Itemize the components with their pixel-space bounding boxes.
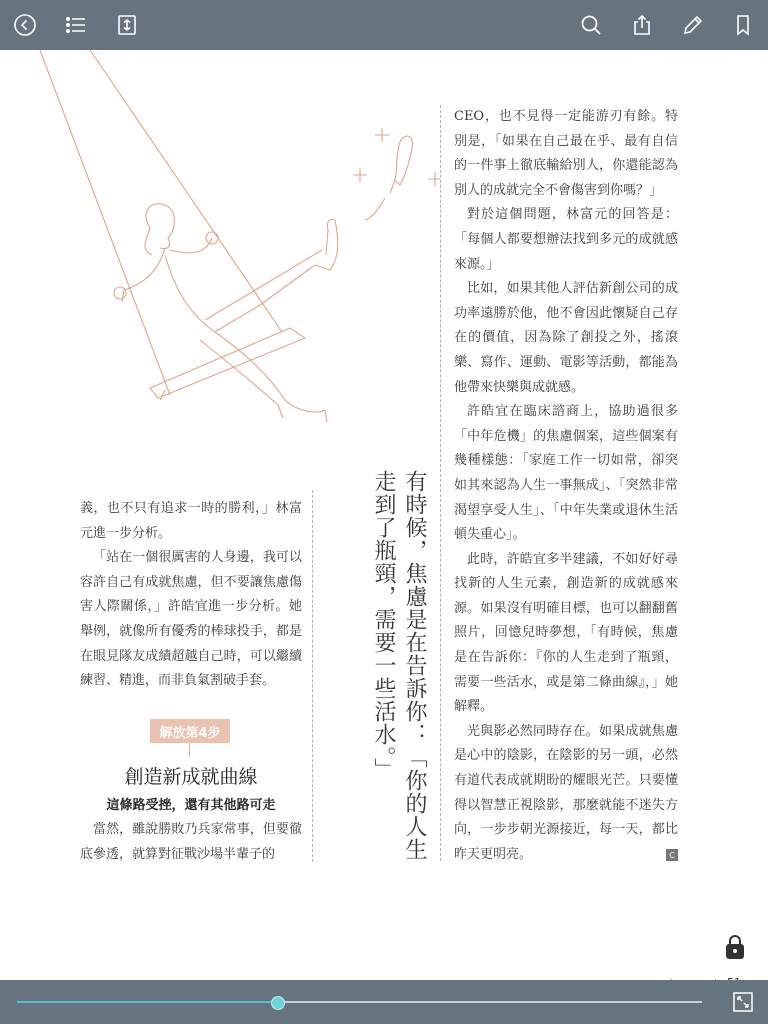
share-icon: [630, 13, 654, 37]
section-text: [80, 818, 302, 867]
lock-icon: [725, 934, 745, 960]
toc-button[interactable]: [61, 10, 91, 40]
bottom-toolbar: [0, 980, 768, 1024]
search-button[interactable]: [576, 10, 606, 40]
paragraph: 比如，如果其他人評估新創公司的成功率遠勝於他，他不會因此懷疑自己存在的價值，因為除了創投之外，搖滾樂、寫作、運動、電影等活動，都能為他帶來快樂與成就感。: [454, 281, 678, 395]
end-mark-icon: C: [666, 849, 678, 861]
magazine-page: [0, 50, 768, 980]
top-toolbar: [0, 0, 768, 50]
badge-connector: [189, 743, 190, 757]
expand-icon: [733, 992, 753, 1012]
progress-handle[interactable]: [271, 996, 285, 1010]
paragraph: 當然，雖說勝敗乃兵家常事，但要徹底參透，就算對征戰沙場半輩子的: [80, 822, 302, 862]
paragraph: 光與影必然同時存在。如果成就焦慮是心中的陰影，在陰影的另一頭，必然有道代表成就期盼的耀眼光芒。只要懂得以智慧正視陰影，那麼就能不迷失方向，一步步朝光源接近，每一天，都比昨天更明亮。: [454, 723, 678, 862]
paragraph: 對於這個問題，林富元的回答是：「每個人都要想辦法找到多元的成就感來源。」: [454, 207, 678, 272]
section-heading: 創造新成就曲線: [124, 766, 258, 788]
paragraph: 義，也不只有追求一時的勝利，」林富元進一步分析。: [80, 501, 302, 541]
search-icon: [579, 13, 603, 37]
paragraph: 此時，許皓宜多半建議，不如好好尋找新的人生元素，創造新的成就感來源。如果沒有明確目標，也可以翻翻舊照片，回憶兒時夢想，「有時候，焦慮是在告訴你：『你的人生走到了瓶頸，需要一些活水，或是第二條曲線』，」她解釋。: [454, 551, 678, 715]
paragraph: 許皓宜在臨床諮商上，協助過很多「中年危機」的焦慮個案，這些個案有幾種樣態：「家庭工作一切如常，卻突如其來認為人生一事無成」、「突然非常渴望享受人生」、「中年失業或退休生活頓失重心」。: [454, 404, 678, 543]
lock-button[interactable]: [725, 934, 745, 960]
back-button[interactable]: [10, 10, 40, 40]
column-divider: [440, 105, 441, 861]
paragraph: 「站在一個很厲害的人身邊，我可以容許自己有成就焦慮，但不要讓焦慮傷害人際關係，」許皓宜進一步分析。她舉例，就像所有優秀的棒球投手，都是在眼見隊友成績超越自己時，可以繼續練習、精進，而非負氣割破手套。: [80, 550, 302, 689]
pull-quote: 有時候，焦慮是在告訴你：「你的人生走到了瓶頸，需要一些活水。」: [371, 470, 427, 861]
annotate-button[interactable]: [678, 10, 708, 40]
right-text-column: [454, 105, 678, 867]
pencil-icon: [681, 13, 705, 37]
progress-track[interactable]: [282, 1001, 702, 1003]
left-text-column: [80, 497, 302, 694]
share-button[interactable]: [627, 10, 657, 40]
fullscreen-button[interactable]: [733, 992, 753, 1012]
page-scroll-icon: [115, 13, 139, 37]
section-badge: 解放第4步: [150, 719, 230, 743]
progress-fill: [17, 1001, 273, 1003]
back-icon: [13, 13, 37, 37]
toc-icon: [64, 13, 88, 37]
paragraph: CEO，也不見得一定能游刃有餘。特別是，「如果在自己最在乎、最有自信的一件事上徹底輸給別人，你還能認為別人的成就完全不會傷害到你嗎？」: [454, 109, 678, 198]
page-scroll-button[interactable]: [112, 10, 142, 40]
swing-illustration: [0, 50, 440, 450]
section-subheading: 這條路受挫，還有其他路可走: [106, 798, 276, 813]
column-divider: [312, 490, 313, 862]
bookmark-button[interactable]: [728, 10, 758, 40]
bookmark-icon: [731, 13, 755, 37]
